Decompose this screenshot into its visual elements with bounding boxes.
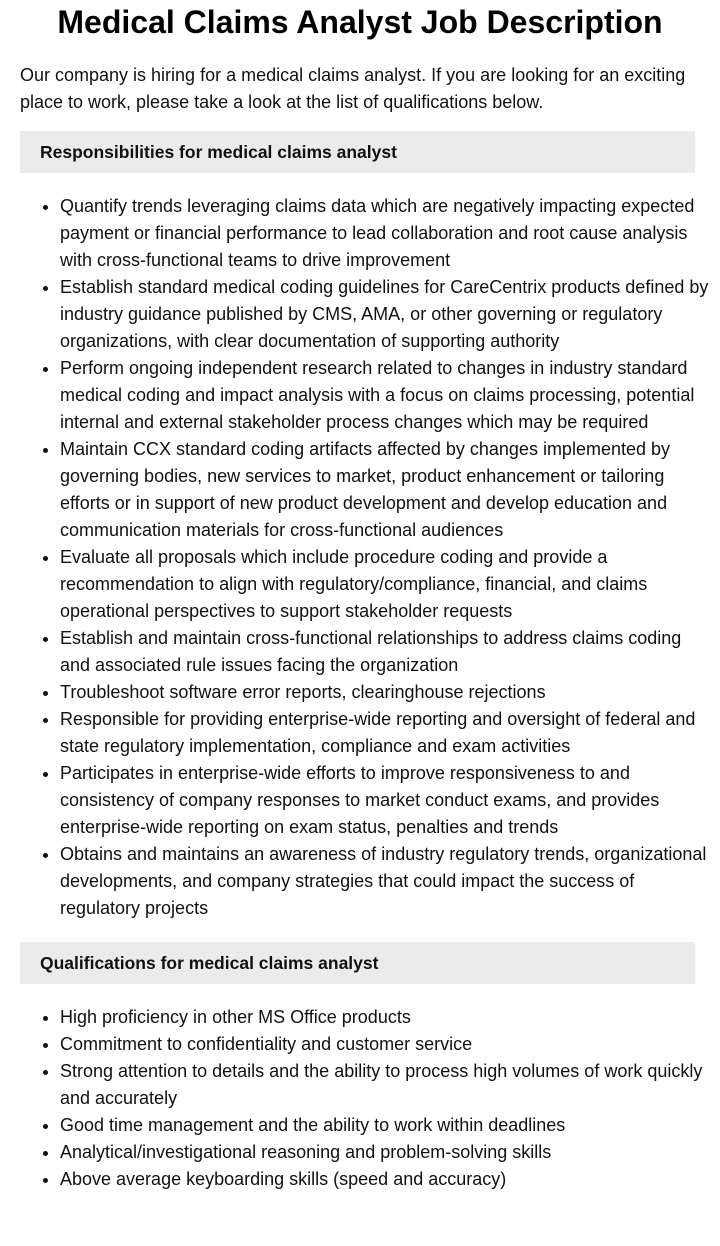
qualifications-heading: Qualifications for medical claims analyst (20, 942, 695, 984)
intro-text: Our company is hiring for a medical claims analyst. If you are looking for an exciting place to work, please take a look at the list of qualifications below. (20, 65, 686, 112)
list-item: • Quantify trends leveraging claims data which are negatively impacting expected payment or financial performance to lead collaboration and root cause analysis with cross-functional teams to drive improvement (60, 193, 710, 274)
list-item: • Perform ongoing independent research related to changes in industry standard medical coding and impact analysis with a focus on claims processing, potential internal and external stakeholder process changes which may be required (60, 355, 710, 436)
list-item: • Good time management and the ability to work within deadlines (60, 1112, 710, 1139)
list-item: • High proficiency in other MS Office products (60, 1004, 710, 1031)
list-item: • Strong attention to details and the ability to process high volumes of work quickly and accurately (60, 1058, 710, 1112)
list-item: • Participates in enterprise-wide efforts to improve responsiveness to and consistency of company responses to market conduct exams, and provides enterprise-wide reporting on exam status, penalties and trends (60, 760, 710, 841)
page-title: Medical Claims Analyst Job Description (57, 4, 663, 40)
qualifications-list (0, 1004, 710, 1193)
list-item: • Above average keyboarding skills (speed and accuracy) (60, 1166, 710, 1193)
list-item: • Evaluate all proposals which include procedure coding and provide a recommendation to align with regulatory/compliance, financial, and claims operational perspectives to support stakeholder requests (60, 544, 710, 625)
list-item: • Commitment to confidentiality and customer service (60, 1031, 710, 1058)
list-item: • Responsible for providing enterprise-wide reporting and oversight of federal and state regulatory implementation, compliance and exam activities (60, 706, 710, 760)
list-item: • Establish and maintain cross-functional relationships to address claims coding and associated rule issues facing the organization (60, 625, 710, 679)
list-item: • Analytical/investigational reasoning and problem-solving skills (60, 1139, 710, 1166)
responsibilities-heading: Responsibilities for medical claims analyst (20, 131, 695, 173)
list-item: • Establish standard medical coding guidelines for CareCentrix products defined by industry guidance published by CMS, AMA, or other governing or regulatory organizations, with clear documentation of supporting authority (60, 274, 710, 355)
list-item: • Obtains and maintains an awareness of industry regulatory trends, organizational developments, and company strategies that could impact the success of regulatory projects (60, 841, 710, 922)
list-item: • Maintain CCX standard coding artifacts affected by changes implemented by governing bodies, new services to market, product enhancement or tailoring efforts or in support of new product development and develop education and communication materials for cross-functional audiences (60, 436, 710, 544)
list-item: • Troubleshoot software error reports, clearinghouse rejections (60, 679, 710, 706)
responsibilities-list (0, 193, 710, 922)
